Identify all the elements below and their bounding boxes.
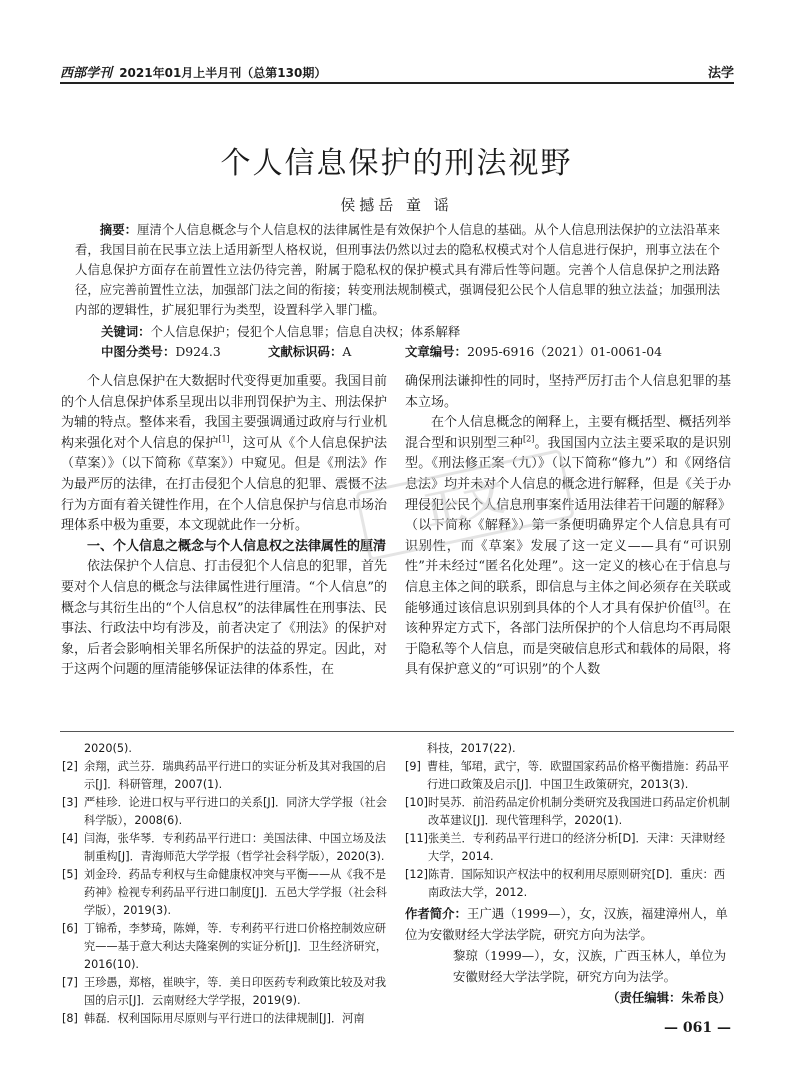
reference-item [62,920,388,974]
author-bio [405,903,735,987]
reference-item [62,1010,388,1028]
author-bio-2: 黎琼（1999—），女，汉族，广西玉林人，单位为安徽财经大学法学院，研究方向为法学。 [453,948,727,984]
reference-text: 刘金玲．药品专利权与生命健康权冲突与平衡——从《我不是药神》检视专利药品平行进口制度[J]．五邑大学学报（社会科学版），2019(3). [84,868,387,917]
body-column-left [61,372,387,681]
body-paragraph: 确保刑法谦抑性的同时，坚持严厉打击个人信息犯罪的基本立场。 [405,374,731,410]
section-label: 法学 [707,66,734,81]
reference-number: [4] [62,832,78,845]
references-left [62,740,388,1028]
keywords-text: 个人信息保护；侵犯个人信息罪；信息自决权；体系解释 [150,324,461,339]
journal-info [60,62,326,81]
reference-number: [11] [405,832,428,845]
article-authors: 侯撼岳 童 谣 [340,196,453,214]
abstract-text: 厘清个人信息概念与个人信息权的法律属性是有效保护个人信息的基础。从个人信息刑法保护的立法沿革来看，我国目前在民事立法上适用新型人格权说，但刑事法仍然以过去的隐私权模式对个人信息进行保护，刑事立法在个人信息保护方面存在前置性立法仍待完善，附属于隐私权的保护模式具有滞后性等问题。完善个人信息保护之刑法路径，应完善前置性立法，加强部门法之间的衔接；转变刑法规制模式，强调侵犯公民个人信息罪的独立法益；加强刑法内部的逻辑性，扩展犯罪行为类型，设置科学入罪门槛。 [75,222,721,317]
reference-text: 时吴苏．前沿药品定价机制分类研究及我国进口药品定价机制改革建议[J]．现代管理科学，2020(1). [427,796,731,827]
body-paragraph: 在个人信息概念的阐释上，主要有概括型、概括列举混合型和识别型三种[2]。我国国内立法主要采取的是识别型。《刑法修正案（九）》（以下简称“修九”）和《网络信息法》均并未对个人信息的概念进行解释，但是《关于办理侵犯公民个人信息刑事案件适用法律若干问题的解释》（以下简称《解释》）第一条便明确界定个人信息具有可识别性，而《草案》发展了这一定义——具有“可识别性”并未经过“匿名化处理”。这一定义的核心在于信息与信息主体之间的联系，即信息与主体之间必须存在关联或能够通过该信息识别到具体的个人才具有保护价值[3]。在该种界定方式下，各部门法所保护的个人信息均不再局限于隐私等个人信息，而是突破信息形式和载体的局限，将具有保护意义的“可识别”的个人数 [405,415,731,678]
journal-logo: 西部学刊 [60,66,113,81]
article-number-value: 2095-6916（2021）01-0061-04 [466,344,662,359]
reference-item [62,866,388,920]
clc-value: D924.3 [175,344,221,359]
abstract-label: 摘要： [99,222,138,237]
keywords [101,322,721,342]
reference-number: [5] [62,868,78,881]
reference-text: 王珍愚，郑榕，崔映宇，等．美日印医药专利政策比较及对我国的启示[J]．云南财经大学学报，2019(9). [84,976,387,1007]
clc-label: 中图分类号： [101,344,176,359]
reference-item [405,758,735,794]
reference-item [405,866,735,902]
citation-marker: [3] [693,599,705,609]
clc-number [101,342,221,362]
references-right [405,740,735,902]
reference-item [62,974,388,1010]
section-heading: 一、个人信息之概念与个人信息权之法律属性的厘清 [87,538,387,554]
reference-text: 曹桂，邹珺，武宁，等．欧盟国家药品价格平衡措施：药品平行进口政策及启示[J]．中国卫生政策研究，2013(3). [427,760,730,791]
reference-item [405,740,735,758]
reference-text: 张美兰．专利药品平行进口的经济分析[D]．天津：天津财经大学，2014. [427,832,726,863]
reference-text: 严桂珍．论进口权与平行进口的关系[J]．同济大学学报（社会科学版），2008(6). [84,796,387,827]
reference-text: 陈青．国际知识产权法中的权利用尽原则研究[D]．重庆：西南政法大学，2012. [427,868,726,899]
reference-text: 科技，2017(22). [427,742,516,755]
running-header [60,56,734,84]
reference-number: [6] [62,922,78,935]
reference-number: [9] [405,760,421,773]
reference-text: 闫海，张华琴．专利药品平行进口：美国法律、中国立场及法制重构[J]．青海师范大学学报（哲学社会科学版），2020(3). [84,832,387,863]
reference-item [405,830,735,866]
body-paragraph: 个人信息保护在大数据时代变得更加重要。我国目前的个人信息保护体系呈现出以非刑罚保护为主、刑法保护为辅的特点。整体来看，我国主要强调通过政府与行业机构来强化对个人信息的保护[1]，这可从《个人信息保护法（草案）》（以下简称《草案》）中窥见。但是《刑法》作为最严厉的法律，在打击侵犯个人信息的犯罪、震慑不法行为方面有着关键性作用，在个人信息保护与信息市场治理体系中极为重要，本文现就此作一分析。 [61,374,387,534]
reference-number: [3] [62,796,78,809]
citation-marker: [2] [523,434,535,444]
reference-number: [8] [62,1012,78,1025]
reference-number: [7] [62,976,78,989]
divider [60,731,734,732]
article-number-label: 文章编号： [405,344,467,359]
citation-marker: [1] [218,434,230,444]
reference-number: [12] [405,868,428,881]
reference-text: 韩磊．权利国际用尽原则与平行进口的法律规制[J]．河南 [84,1012,365,1025]
author-bio-1: 作者简介：王广遇（1999—），女，汉族，福建漳州人，单位为安徽财经大学法学院，研究方向为法学。 [405,906,728,942]
page-number: — 061 — [664,1020,731,1036]
reference-text: 丁锦希，李梦琦，陈婵，等．专利药平行进口价格控制效应研究——基于意大利达夫隆案例的实证分析[J]．卫生经济研究，2016(10). [84,922,387,971]
abstract [75,220,720,320]
reference-item [62,794,388,830]
responsible-editor: （责任编辑：朱希良） [607,990,731,1005]
article-title: 个人信息保护的刑法视野 [220,146,573,181]
reference-item [62,758,388,794]
issue-info: 2021年01月上半月刊（总第130期） [119,66,327,80]
keywords-label: 关键词： [101,324,151,339]
reference-number: [10] [405,796,428,809]
reference-text: 余翔，武兰芬．瑞典药品平行进口的实证分析及其对我国的启示[J]．科研管理，2007(1). [84,760,387,791]
reference-item [405,794,735,830]
watermark-stamp: 正文 [355,449,575,561]
article-number [405,342,662,362]
reference-text: 2020(5). [84,742,132,755]
doc-code [268,342,351,362]
reference-item [62,740,388,758]
reference-number: [2] [62,760,78,773]
reference-item [62,830,388,866]
doc-code-value: A [342,344,352,359]
bio-label: 作者简介： [405,906,467,921]
body-paragraph: 依法保护个人信息、打击侵犯个人信息的犯罪，首先要对个人信息的概念与法律属性进行厘清。“个人信息”的概念与其衍生出的“个人信息权”的法律属性在刑事法、民事法、行政法中均有涉及，前者决定了《刑法》的保护对象，后者会影响相关罪名所保护的法益的界定。因此，对于这两个问题的厘清能够保证法律的体系性，在 [61,559,387,678]
doc-code-label: 文献标识码： [268,344,343,359]
